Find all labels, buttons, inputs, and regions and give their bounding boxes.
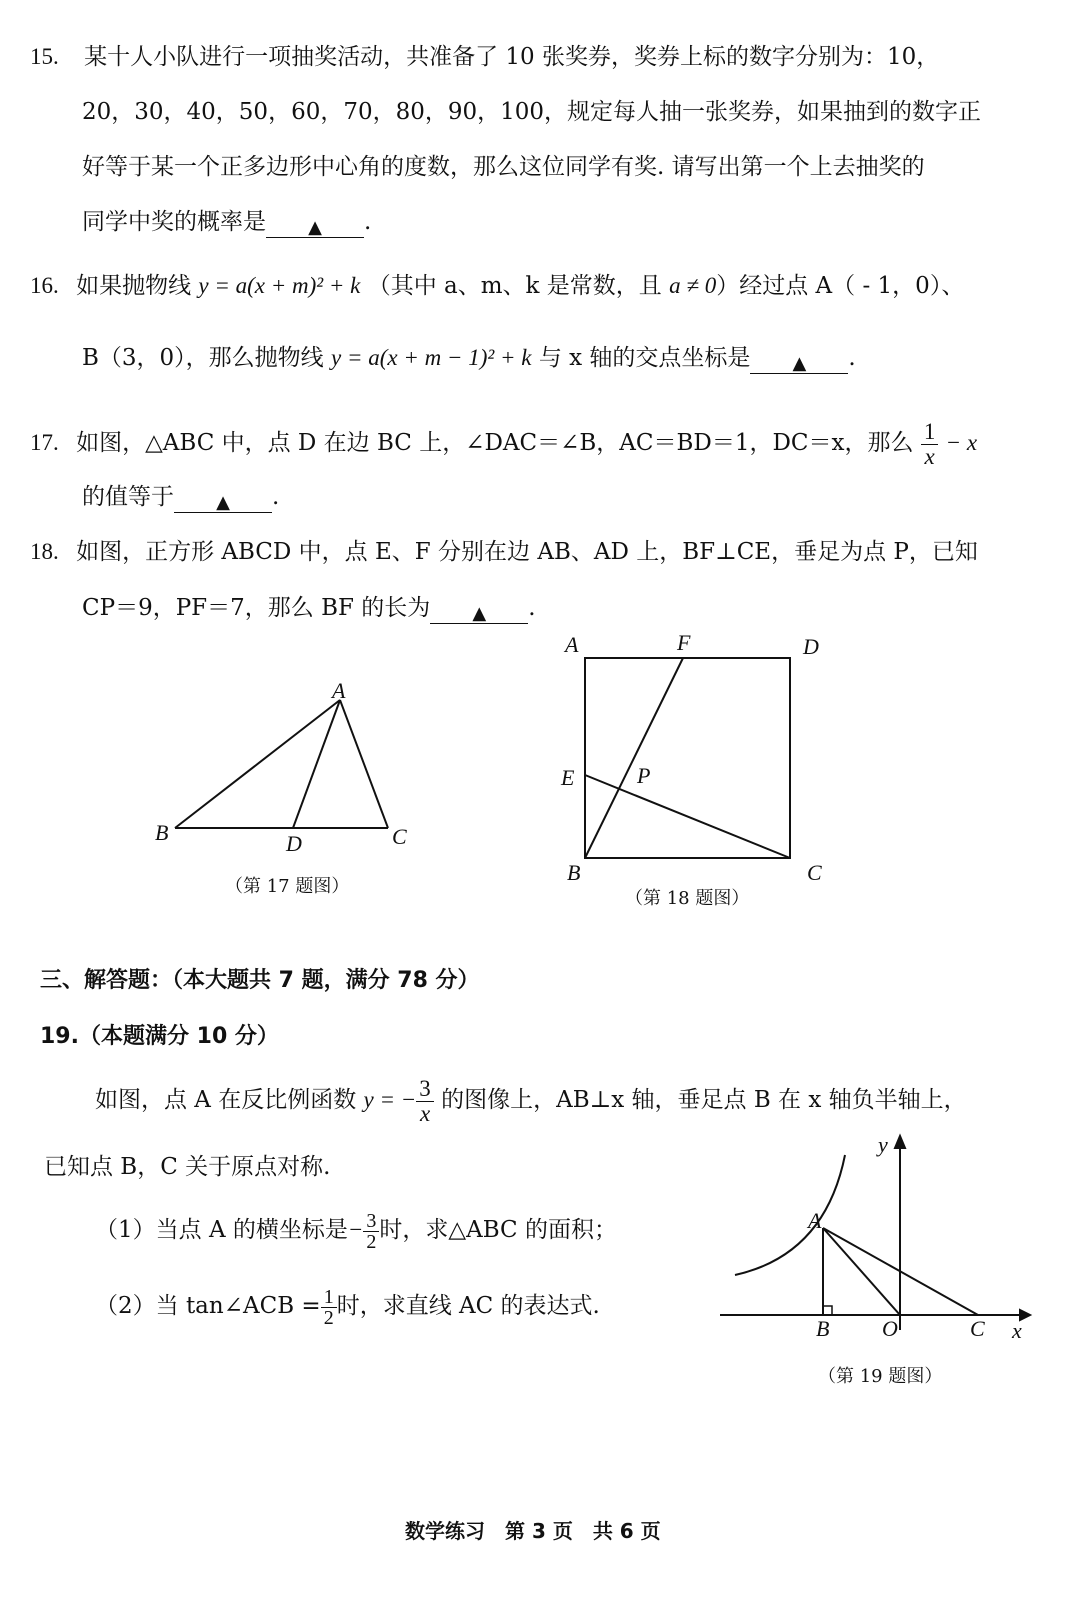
label-a: A	[332, 680, 346, 703]
q16-line-1	[30, 271, 964, 301]
q16-formula-2: y = a(x + m − 1)² + k	[330, 345, 532, 370]
q19-func-lhs: y = −	[363, 1087, 417, 1112]
figure-17-triangle	[140, 680, 440, 860]
q15-line-4	[82, 207, 371, 238]
label-c: C	[807, 860, 822, 885]
label-c: C	[392, 824, 407, 849]
q15-end: .	[364, 209, 372, 235]
answer-triangle-icon: ▲	[792, 353, 807, 374]
figure-18-square	[555, 628, 845, 888]
figure-19-caption: （第 19 题图）	[818, 1366, 943, 1387]
q16-number: 16.	[30, 273, 59, 298]
q16-answer-blank	[750, 347, 848, 374]
q17-end: .	[272, 484, 280, 510]
label-b: B	[155, 820, 169, 845]
q19-part-1	[95, 1202, 617, 1258]
label-a: A	[808, 1208, 822, 1233]
segment-bf	[585, 658, 683, 858]
q16-line-2	[82, 343, 856, 374]
segment-ab	[175, 700, 340, 828]
segment-ce	[585, 775, 790, 858]
q19-part2-tail: 时，求直线 AC 的表达式.	[336, 1293, 600, 1319]
q18-number: 18.	[30, 539, 59, 564]
q15-answer-blank	[266, 211, 364, 238]
label-d: D	[803, 634, 819, 659]
q18-line-2	[82, 593, 536, 624]
q19-func-den: x	[419, 1100, 431, 1126]
q19-part2-num: 1	[321, 1287, 337, 1308]
q16-condition: a ≠ 0	[669, 273, 717, 298]
q17-number: 17.	[30, 430, 59, 455]
label-a: A	[565, 632, 579, 657]
q18-line-1	[30, 537, 978, 567]
q16-text-1a: 如果抛物线	[76, 273, 192, 299]
label-e: E	[561, 765, 575, 790]
right-angle-mark	[823, 1306, 832, 1315]
answer-triangle-icon: ▲	[308, 217, 322, 238]
q15-number: 15.	[30, 44, 59, 69]
figure-18-caption: （第 18 题图）	[625, 888, 750, 909]
answer-triangle-icon: ▲	[472, 603, 487, 624]
label-d: D	[286, 831, 302, 856]
q16-text-2a: B（3，0），那么抛物线	[82, 345, 324, 371]
q19-part1-den: 2	[366, 1230, 377, 1253]
label-c: C	[970, 1316, 985, 1341]
figure-19-graph	[720, 1130, 1040, 1360]
segment-ac	[340, 700, 388, 828]
q19-part-2	[95, 1278, 600, 1334]
q15-line-2: 20，30，40，50，60，70，80，90，100，规定每人抽一张奖券，如果抽到的数字正	[82, 99, 982, 125]
label-x: x	[1012, 1318, 1022, 1343]
q17-line-1	[30, 416, 977, 470]
q17-text-1: 如图，△ABC 中，点 D 在边 BC 上，∠DAC＝∠B，AC＝BD＝1，DC＝x，那么	[76, 430, 914, 456]
q15-text-1: 某十人小队进行一项抽奖活动，共准备了 10 张奖券，奖券上标的数字分别为：10，	[84, 44, 940, 70]
q15-line-1	[30, 42, 939, 72]
square-abcd	[585, 658, 790, 858]
q17-fraction	[921, 420, 939, 469]
q19-header: 19.（本题满分 10 分）	[40, 1024, 279, 1049]
q18-text-2: CP＝9，PF＝7，那么 BF 的长为	[82, 595, 431, 621]
q19-text-1a: 如图，点 A 在反比例函数	[95, 1087, 357, 1113]
label-f: F	[677, 630, 691, 655]
label-b: B	[567, 860, 581, 885]
figure-17-caption: （第 17 题图）	[225, 876, 350, 897]
q17-frac-tail: − x	[945, 430, 978, 455]
y-axis-arrow-icon	[895, 1136, 905, 1148]
q16-text-2b: 与 x 轴的交点坐标是	[538, 345, 751, 371]
q19-part1-num: 3	[363, 1211, 379, 1232]
segment-ao	[823, 1228, 900, 1315]
label-p: P	[637, 763, 651, 788]
q17-answer-blank	[174, 486, 272, 513]
q19-part1-text: （1）当点 A 的横坐标是	[95, 1217, 348, 1243]
label-o: O	[882, 1316, 898, 1341]
q17-text-2: 的值等于	[82, 484, 174, 510]
hyperbola-curve	[735, 1155, 845, 1275]
q19-line-1	[95, 1072, 967, 1128]
q19-func-fraction	[416, 1077, 434, 1126]
q17-frac-den: x	[924, 443, 935, 469]
page-footer: 数学练习 第 3 页 共 6 页	[405, 1519, 661, 1543]
label-y: y	[878, 1132, 888, 1157]
q18-text-1: 如图，正方形 ABCD 中，点 E、F 分别在边 AB、AD 上，BF⊥CE，垂足为点 P，已知	[76, 539, 978, 565]
q15-line-3: 好等于某一个正多边形中心角的度数，那么这位同学有奖. 请写出第一个上去抽奖的	[82, 154, 925, 180]
q19-line-2: 已知点 B，C 关于原点对称.	[44, 1154, 331, 1180]
q19-func-num: 3	[416, 1077, 434, 1102]
q17-frac-num: 1	[921, 420, 939, 445]
q16-end: .	[848, 345, 856, 371]
answer-triangle-icon: ▲	[216, 492, 230, 513]
q19-part1-tail: 时，求△ABC 的面积；	[379, 1217, 617, 1243]
q19-part2-den: 2	[323, 1306, 334, 1329]
q18-answer-blank	[430, 597, 528, 624]
q19-part2-text: （2）当 tan∠ACB =	[95, 1293, 321, 1319]
section-3-title: 三、解答题：（本大题共 7 题，满分 78 分）	[40, 968, 480, 993]
q19-text-1b: 的图像上，AB⊥x 轴，垂足点 B 在 x 轴负半轴上，	[441, 1087, 967, 1113]
label-b: B	[816, 1316, 830, 1341]
q17-line-2	[82, 482, 279, 513]
q15-text-4: 同学中奖的概率是	[82, 209, 266, 235]
q16-formula-1: y = a(x + m)² + k	[198, 273, 361, 298]
q18-end: .	[528, 595, 536, 621]
q16-text-1c: ）经过点 A（ - 1，0）、	[716, 273, 965, 299]
q19-part1-fraction	[363, 1211, 379, 1252]
q19-part2-fraction	[321, 1287, 337, 1328]
q19-part1-sign: −	[347, 1217, 364, 1242]
q16-text-1b: （其中 a、m、k 是常数，且	[367, 273, 662, 299]
